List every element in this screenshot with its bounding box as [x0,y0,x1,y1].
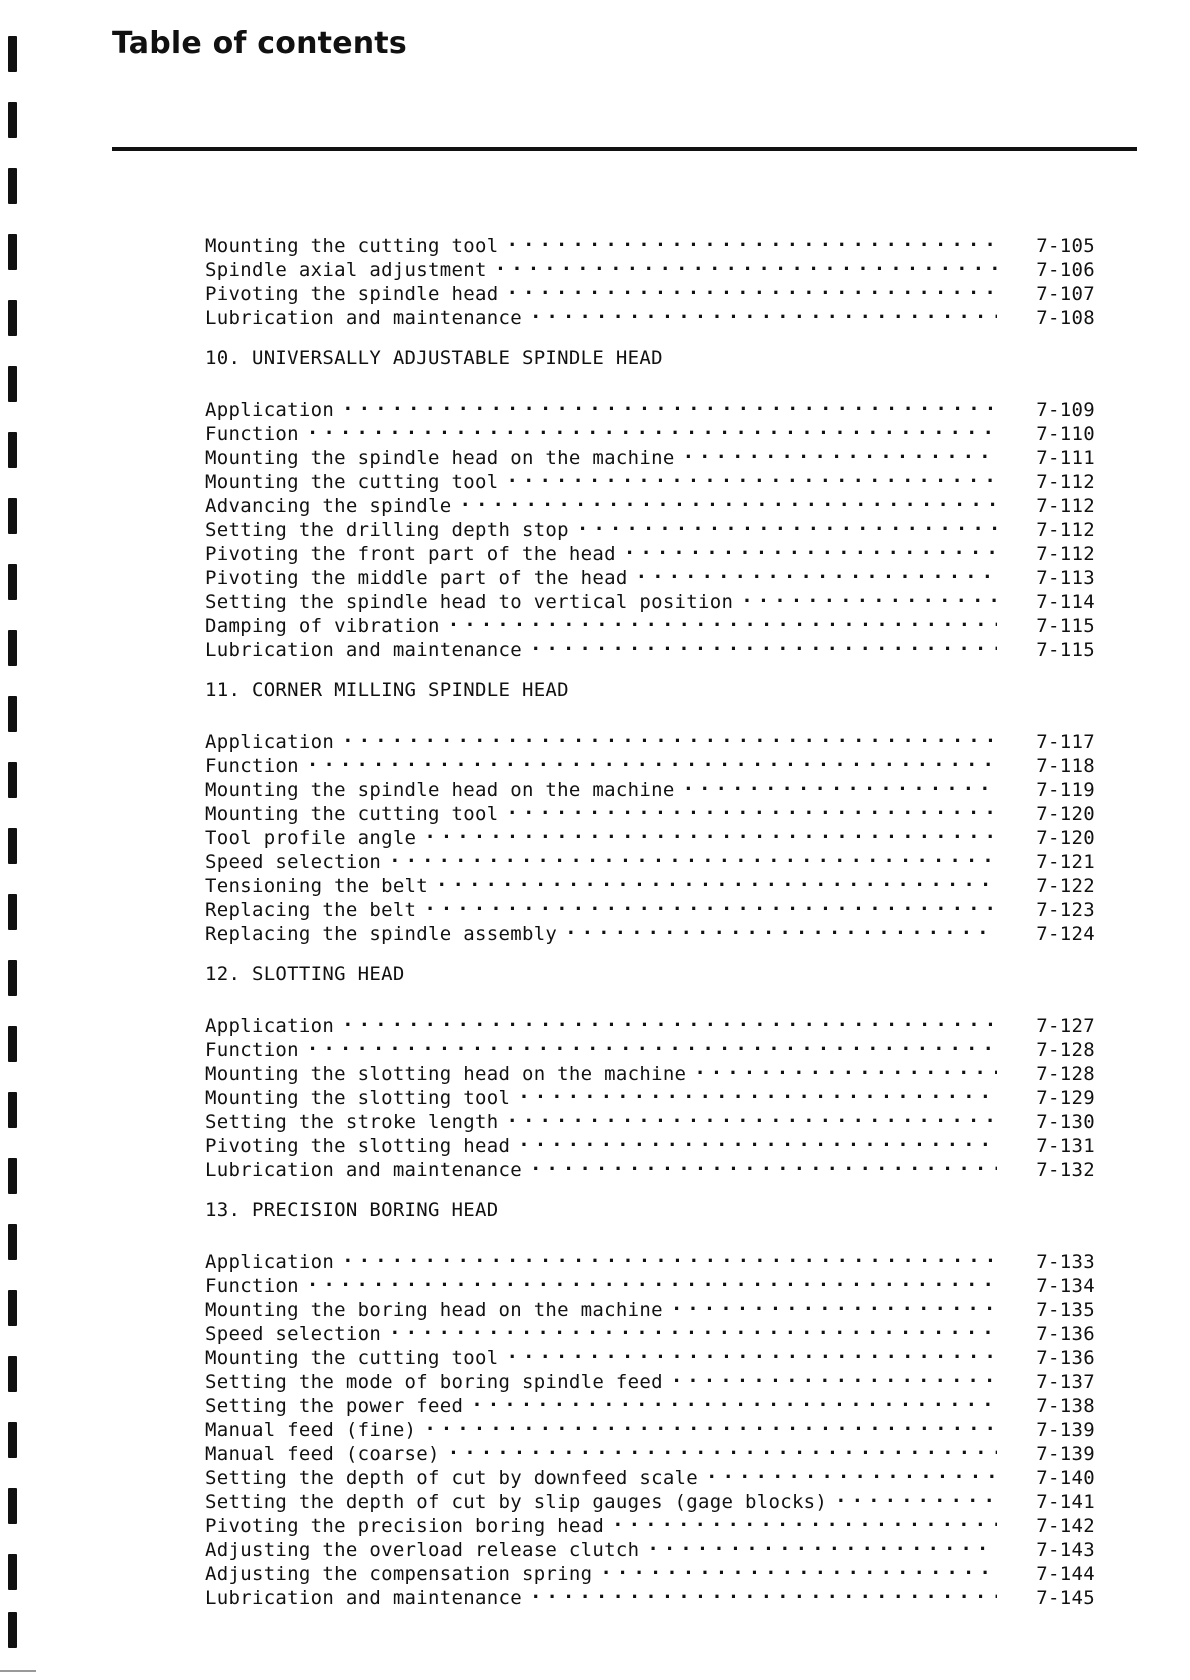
dot-leader [506,228,997,252]
toc-entry[interactable] [205,1244,1095,1273]
binder-mark [8,498,17,534]
entry-label: Pivoting the precision boring head [205,1515,605,1537]
entry-label: Setting the power feed [205,1395,464,1417]
toc-entry[interactable] [205,228,1095,257]
entry-page-number: 7-128 [1036,1039,1095,1061]
binder-mark [8,1290,17,1326]
entry-page-number: 7-114 [1036,591,1095,613]
entry-page-number: 7-128 [1036,1063,1095,1085]
binder-mark [8,1422,17,1458]
entry-page-number: 7-110 [1036,423,1095,445]
toc-entry[interactable] [205,1056,1095,1085]
entry-label: Adjusting the compensation spring [205,1563,593,1585]
entry-page-number: 7-132 [1036,1159,1095,1181]
entry-page-number: 7-135 [1036,1299,1095,1321]
dot-leader [389,844,997,868]
table-of-contents [205,228,1095,1609]
dot-leader [835,1484,997,1508]
binder-mark [8,828,17,864]
entry-page-number: 7-115 [1036,639,1095,661]
entry-page-number: 7-130 [1036,1111,1095,1133]
binder-mark [8,300,17,336]
entry-page-number: 7-113 [1036,567,1095,589]
binder-mark [8,1224,17,1260]
dot-leader [448,1436,997,1460]
entry-page-number: 7-107 [1036,283,1095,305]
toc-entry[interactable] [205,1268,1095,1297]
entry-label: Mounting the slotting tool [205,1087,511,1109]
entry-page-number: 7-115 [1036,615,1095,637]
binder-mark [8,1356,17,1392]
dot-leader [683,772,997,796]
entry-label: Mounting the cutting tool [205,803,499,825]
entry-label: Lubrication and maintenance [205,639,522,661]
entry-page-number: 7-136 [1036,1347,1095,1369]
dot-leader [600,1556,997,1580]
dot-leader [342,724,997,748]
dot-leader [565,916,997,940]
toc-entry[interactable] [205,1008,1095,1037]
toc-entry[interactable] [205,440,1095,469]
entry-page-number: 7-145 [1036,1587,1095,1609]
binder-mark [8,168,17,204]
entry-label: Speed selection [205,851,382,873]
entry-page-number: 7-143 [1036,1539,1095,1561]
entry-page-number: 7-120 [1036,803,1095,825]
entry-label: Tensioning the belt [205,875,429,897]
dot-leader [518,1080,997,1104]
binder-mark [8,696,17,732]
toc-entry[interactable] [205,724,1095,753]
binder-holes [0,0,40,1680]
dot-leader [624,536,997,560]
dot-leader [612,1508,997,1532]
dot-leader [671,1292,997,1316]
binder-mark [8,564,17,600]
entry-label: Pivoting the middle part of the head [205,567,628,589]
entry-label: Mounting the cutting tool [205,235,499,257]
entry-label: Setting the spindle head to vertical position [205,591,734,613]
entry-label: Mounting the spindle head on the machine [205,779,675,801]
binder-mark [8,1554,17,1590]
toc-entry[interactable] [205,1032,1095,1061]
entry-label: Mounting the cutting tool [205,1347,499,1369]
entry-page-number: 7-112 [1036,495,1095,517]
section-heading: 12. SLOTTING HEAD [205,963,405,985]
entry-page-number: 7-139 [1036,1443,1095,1465]
entry-label: Lubrication and maintenance [205,1587,522,1609]
entry-label: Manual feed (fine) [205,1419,417,1441]
dot-leader [694,1056,997,1080]
dot-leader [307,748,997,772]
entry-page-number: 7-139 [1036,1419,1095,1441]
dot-leader [506,464,997,488]
dot-leader [506,1340,997,1364]
dot-leader [530,1152,997,1176]
entry-page-number: 7-112 [1036,471,1095,493]
entry-page-number: 7-138 [1036,1395,1095,1417]
dot-leader [424,820,997,844]
dot-leader [518,1128,997,1152]
toc-entry[interactable] [205,416,1095,445]
entry-page-number: 7-106 [1036,259,1095,281]
dot-leader [342,392,997,416]
dot-leader [506,276,997,300]
dot-leader [636,560,997,584]
entry-page-number: 7-142 [1036,1515,1095,1537]
entry-label: Function [205,1039,299,1061]
dot-leader [448,608,997,632]
page-title: Table of contents [112,26,407,61]
entry-label: Setting the depth of cut by slip gauges (gage blocks) [205,1491,828,1513]
entry-page-number: 7-122 [1036,875,1095,897]
entry-page-number: 7-112 [1036,543,1095,565]
entry-label: Replacing the belt [205,899,417,921]
entry-label: Pivoting the spindle head [205,283,499,305]
entry-page-number: 7-124 [1036,923,1095,945]
binder-mark [8,894,17,930]
entry-label: Replacing the spindle assembly [205,923,558,945]
entry-label: Mounting the spindle head on the machine [205,447,675,469]
dot-leader [741,584,997,608]
dot-leader [307,1032,997,1056]
entry-label: Mounting the slotting head on the machine [205,1063,687,1085]
toc-entry[interactable] [205,748,1095,777]
entry-page-number: 7-108 [1036,307,1095,329]
entry-label: Speed selection [205,1323,382,1345]
entry-page-number: 7-111 [1036,447,1095,469]
toc-section [205,346,1095,661]
binder-mark [8,960,17,996]
dot-leader [530,1580,997,1604]
entry-page-number: 7-118 [1036,755,1095,777]
entry-label: Application [205,1251,335,1273]
entry-label: Pivoting the front part of the head [205,543,616,565]
dot-leader [506,796,997,820]
dot-leader [530,632,997,656]
entry-page-number: 7-123 [1036,899,1095,921]
entry-label: Function [205,1275,299,1297]
toc-section [205,678,1095,945]
dot-leader [460,488,997,512]
dot-leader [577,512,997,536]
entry-page-number: 7-119 [1036,779,1095,801]
binder-mark [8,432,17,468]
entry-label: Setting the drilling depth stop [205,519,569,541]
entry-page-number: 7-117 [1036,731,1095,753]
toc-entry[interactable] [205,392,1095,421]
dot-leader [495,252,997,276]
toc-section [205,1198,1095,1609]
toc-section [205,228,1095,329]
entry-page-number: 7-140 [1036,1467,1095,1489]
entry-label: Function [205,423,299,445]
toc-entry[interactable] [205,1292,1095,1321]
entry-page-number: 7-112 [1036,519,1095,541]
binder-mark [8,234,17,270]
entry-page-number: 7-141 [1036,1491,1095,1513]
dot-leader [424,1412,997,1436]
entry-label: Application [205,1015,335,1037]
entry-label: Mounting the cutting tool [205,471,499,493]
dot-leader [436,868,997,892]
dot-leader [471,1388,997,1412]
entry-label: Pivoting the slotting head [205,1135,511,1157]
entry-label: Manual feed (coarse) [205,1443,440,1465]
dot-leader [506,1104,997,1128]
dot-leader [424,892,997,916]
dot-leader [307,416,997,440]
entry-page-number: 7-144 [1036,1563,1095,1585]
toc-entry[interactable] [205,772,1095,801]
binder-mark [8,1612,17,1648]
entry-page-number: 7-137 [1036,1371,1095,1393]
entry-label: Mounting the boring head on the machine [205,1299,663,1321]
page-edge-mark [0,1670,36,1672]
binder-mark [8,1158,17,1194]
entry-page-number: 7-131 [1036,1135,1095,1157]
toc-section [205,962,1095,1181]
entry-label: Setting the stroke length [205,1111,499,1133]
dot-leader [683,440,997,464]
section-heading: 10. UNIVERSALLY ADJUSTABLE SPINDLE HEAD [205,347,663,369]
entry-page-number: 7-121 [1036,851,1095,873]
entry-page-number: 7-120 [1036,827,1095,849]
binder-mark [8,102,17,138]
entry-label: Lubrication and maintenance [205,1159,522,1181]
entry-page-number: 7-127 [1036,1015,1095,1037]
dot-leader [307,1268,997,1292]
binder-mark [8,630,17,666]
binder-mark [8,1488,17,1524]
entry-label: Damping of vibration [205,615,440,637]
dot-leader [530,300,997,324]
binder-mark [8,1026,17,1062]
entry-page-number: 7-129 [1036,1087,1095,1109]
entry-label: Application [205,731,335,753]
entry-label: Lubrication and maintenance [205,307,522,329]
entry-label: Tool profile angle [205,827,417,849]
section-heading: 13. PRECISION BORING HEAD [205,1199,499,1221]
entry-label: Spindle axial adjustment [205,259,487,281]
entry-label: Advancing the spindle [205,495,452,517]
binder-mark [8,1092,17,1128]
title-divider [112,147,1137,151]
section-heading: 11. CORNER MILLING SPINDLE HEAD [205,679,569,701]
entry-label: Setting the mode of boring spindle feed [205,1371,663,1393]
entry-page-number: 7-105 [1036,235,1095,257]
dot-leader [342,1008,997,1032]
entry-page-number: 7-134 [1036,1275,1095,1297]
entry-page-number: 7-109 [1036,399,1095,421]
entry-label: Application [205,399,335,421]
binder-mark [8,36,17,72]
dot-leader [342,1244,997,1268]
entry-page-number: 7-133 [1036,1251,1095,1273]
dot-leader [389,1316,997,1340]
entry-page-number: 7-136 [1036,1323,1095,1345]
entry-label: Adjusting the overload release clutch [205,1539,640,1561]
binder-mark [8,762,17,798]
dot-leader [706,1460,997,1484]
dot-leader [671,1364,997,1388]
entry-label: Setting the depth of cut by downfeed scale [205,1467,699,1489]
entry-label: Function [205,755,299,777]
binder-mark [8,366,17,402]
dot-leader [647,1532,997,1556]
